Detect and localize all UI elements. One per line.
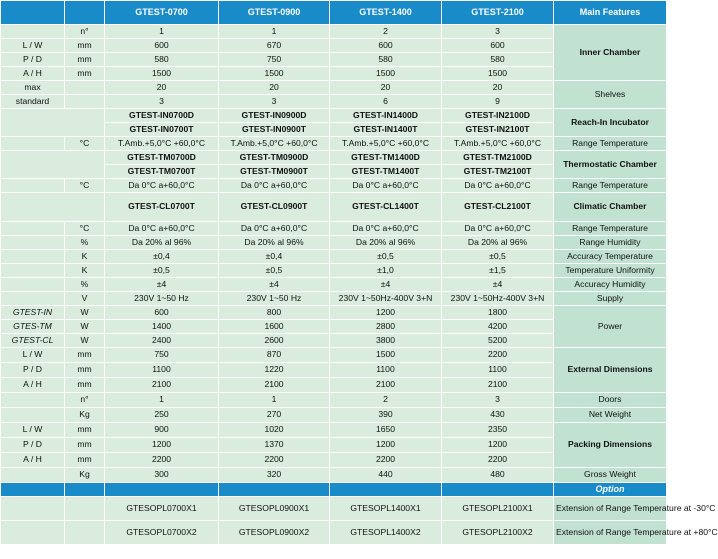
value-cell: Da 0°C a+60,0°C — [219, 222, 330, 236]
value-cell: 2200 — [105, 453, 219, 468]
row-label: max — [1, 81, 65, 95]
value-cell: 6 — [330, 95, 442, 109]
table-row — [1, 222, 667, 236]
value-cell: 430 — [442, 408, 554, 423]
option-code: GTESOPL1400X1 — [330, 497, 442, 521]
value-cell: 1200 — [330, 306, 442, 320]
feature-external-dimensions: External Dimensions — [554, 348, 667, 393]
value-cell: 1500 — [219, 67, 330, 81]
value-cell: 1 — [219, 393, 330, 408]
unit-cell: n° — [65, 25, 105, 39]
table-row — [1, 497, 667, 521]
value-cell: 1100 — [330, 363, 442, 378]
feature-reach-in: Reach-In Incubator — [554, 109, 667, 137]
unit-cell: W — [65, 306, 105, 320]
value-cell: 2200 — [442, 453, 554, 468]
model-code: GTEST-IN0900D — [219, 109, 330, 123]
value-cell: Da 0°C a+60,0°C — [105, 222, 219, 236]
value-cell: T.Amb.+5,0°C +60,0°C — [442, 137, 554, 151]
value-cell: 1200 — [330, 438, 442, 453]
row-label — [1, 278, 65, 292]
model-header: GTEST-0700 — [105, 1, 219, 25]
row-label — [1, 497, 65, 521]
value-cell: 580 — [442, 53, 554, 67]
header-blank — [65, 1, 105, 25]
feature-shelves: Shelves — [554, 81, 667, 109]
row-label: P / D — [1, 438, 65, 453]
value-cell: ±0,5 — [442, 250, 554, 264]
unit-cell: mm — [65, 39, 105, 53]
unit-cell — [65, 81, 105, 95]
option-blank — [219, 483, 330, 497]
value-cell: 300 — [105, 468, 219, 483]
value-cell: 1600 — [219, 320, 330, 334]
unit-cell — [65, 95, 105, 109]
value-cell: 670 — [219, 39, 330, 53]
value-cell: 3800 — [330, 334, 442, 348]
value-cell: 9 — [442, 95, 554, 109]
value-cell: 2350 — [442, 423, 554, 438]
value-cell: 580 — [105, 53, 219, 67]
value-cell: Da 20% al 96% — [219, 236, 330, 250]
model-header: GTEST-1400 — [330, 1, 442, 25]
row-label: L / W — [1, 348, 65, 363]
unit-cell: Kg — [65, 408, 105, 423]
unit-cell: n° — [65, 393, 105, 408]
value-cell: ±0,4 — [219, 250, 330, 264]
value-cell: Da 20% al 96% — [105, 236, 219, 250]
unit-cell: mm — [65, 423, 105, 438]
feature-range-temperature: Range Temperature — [554, 179, 667, 193]
value-cell: 1200 — [442, 438, 554, 453]
value-cell: 230V 1~50 Hz — [219, 292, 330, 306]
option-code: GTESOPL2100X1 — [442, 497, 554, 521]
value-cell: 580 — [330, 53, 442, 67]
model-code: GTEST-CL0900T — [219, 193, 330, 222]
value-cell: ±1,0 — [330, 264, 442, 278]
value-cell: 1 — [219, 25, 330, 39]
feature-gross-weight: Gross Weight — [554, 468, 667, 483]
value-cell: 1200 — [105, 438, 219, 453]
value-cell: 20 — [330, 81, 442, 95]
unit-cell: mm — [65, 453, 105, 468]
value-cell: 390 — [330, 408, 442, 423]
value-cell: 20 — [442, 81, 554, 95]
value-cell: 2200 — [442, 348, 554, 363]
value-cell: ±4 — [219, 278, 330, 292]
value-cell: Da 0°C a+60,0°C — [105, 179, 219, 193]
value-cell: 750 — [219, 53, 330, 67]
feature-range-humidity: Range Humidity — [554, 236, 667, 250]
model-code: GTEST-IN0700T — [105, 123, 219, 137]
table-row — [1, 408, 667, 423]
value-cell: Da 0°C a+60,0°C — [330, 222, 442, 236]
table-row — [1, 393, 667, 408]
table-row — [1, 236, 667, 250]
value-cell: 1650 — [330, 423, 442, 438]
value-cell: 600 — [330, 39, 442, 53]
header-row — [1, 1, 667, 25]
row-label: A / H — [1, 67, 65, 81]
unit-cell — [65, 521, 105, 545]
unit-cell: mm — [65, 67, 105, 81]
model-header: GTEST-2100 — [442, 1, 554, 25]
feature-power: Power — [554, 306, 667, 348]
row-label — [1, 408, 65, 423]
row-label: A / H — [1, 378, 65, 393]
value-cell: Da 0°C a+60,0°C — [442, 179, 554, 193]
value-cell: 600 — [442, 39, 554, 53]
option-label: Option — [554, 483, 667, 497]
model-code: GTEST-IN2100D — [442, 109, 554, 123]
model-code: GTEST-IN1400T — [330, 123, 442, 137]
feature-temperature-uniformity: Temperature Uniformity — [554, 264, 667, 278]
value-cell: 230V 1~50 Hz — [105, 292, 219, 306]
value-cell: 2100 — [219, 378, 330, 393]
value-cell: 2200 — [330, 453, 442, 468]
value-cell: 2100 — [330, 378, 442, 393]
model-code: GTEST-IN1400D — [330, 109, 442, 123]
row-label — [1, 236, 65, 250]
row-label: L / W — [1, 423, 65, 438]
value-cell: 2400 — [105, 334, 219, 348]
value-cell: ±0,5 — [330, 250, 442, 264]
value-cell: 1220 — [219, 363, 330, 378]
value-cell: 230V 1~50Hz-400V 3+N — [330, 292, 442, 306]
unit-cell: W — [65, 320, 105, 334]
model-code: GTEST-TM2100D — [442, 151, 554, 165]
value-cell: 2 — [330, 393, 442, 408]
value-cell: 1500 — [442, 67, 554, 81]
unit-cell: mm — [65, 438, 105, 453]
value-cell: 750 — [105, 348, 219, 363]
feature-supply: Supply — [554, 292, 667, 306]
unit-cell: mm — [65, 53, 105, 67]
unit-cell: % — [65, 236, 105, 250]
value-cell: 800 — [219, 306, 330, 320]
value-cell: 1800 — [442, 306, 554, 320]
value-cell: ±4 — [442, 278, 554, 292]
table-row — [1, 521, 667, 545]
row-label — [1, 25, 65, 39]
feature-extension-minus30: Extension of Range Temperature at -30°C — [554, 497, 667, 521]
value-cell: 440 — [330, 468, 442, 483]
value-cell: 230V 1~50Hz-400V 3+N — [442, 292, 554, 306]
value-cell: T.Amb.+5,0°C +60,0°C — [330, 137, 442, 151]
row-label: GTEST-IN — [1, 306, 65, 320]
feature-doors: Doors — [554, 393, 667, 408]
unit-cell: K — [65, 264, 105, 278]
table-row — [1, 179, 667, 193]
unit-cell: K — [65, 250, 105, 264]
row-label: P / D — [1, 363, 65, 378]
model-code: GTEST-TM2100T — [442, 165, 554, 179]
table-row — [1, 151, 667, 165]
row-label — [1, 292, 65, 306]
feature-range-temperature: Range Temperature — [554, 137, 667, 151]
model-code: GTEST-IN0900T — [219, 123, 330, 137]
model-code: GTEST-CL0700T — [105, 193, 219, 222]
row-label: A / H — [1, 453, 65, 468]
feature-inner-chamber: Inner Chamber — [554, 25, 667, 81]
value-cell: 3 — [442, 25, 554, 39]
value-cell: 2 — [330, 25, 442, 39]
value-cell: Da 0°C a+60,0°C — [442, 222, 554, 236]
row-label — [1, 137, 65, 151]
table-row — [1, 109, 667, 123]
row-label: standard — [1, 95, 65, 109]
model-code: GTEST-IN0700D — [105, 109, 219, 123]
feature-packing-dimensions: Packing Dimensions — [554, 423, 667, 468]
value-cell: 2800 — [330, 320, 442, 334]
row-label: GTES-TM — [1, 320, 65, 334]
model-code: GTEST-TM0900D — [219, 151, 330, 165]
value-cell: 2100 — [105, 378, 219, 393]
unit-cell: Kg — [65, 468, 105, 483]
row-label — [1, 521, 65, 545]
table-row — [1, 348, 667, 363]
row-label — [1, 250, 65, 264]
unit-cell: °C — [65, 179, 105, 193]
value-cell: 1500 — [105, 67, 219, 81]
option-code: GTESOPL2100X2 — [442, 521, 554, 545]
value-cell: 1 — [105, 25, 219, 39]
value-cell: 4200 — [442, 320, 554, 334]
model-code: GTEST-CL1400T — [330, 193, 442, 222]
row-label — [1, 393, 65, 408]
option-row — [1, 483, 667, 497]
value-cell: 480 — [442, 468, 554, 483]
unit-cell: V — [65, 292, 105, 306]
value-cell: 250 — [105, 408, 219, 423]
value-cell: 2200 — [219, 453, 330, 468]
option-blank — [1, 483, 65, 497]
value-cell: 5200 — [442, 334, 554, 348]
option-code: GTESOPL0700X2 — [105, 521, 219, 545]
table-row — [1, 25, 667, 39]
value-cell: 900 — [105, 423, 219, 438]
row-label — [1, 264, 65, 278]
table-row — [1, 278, 667, 292]
feature-climatic: Climatic Chamber — [554, 193, 667, 222]
value-cell: 1020 — [219, 423, 330, 438]
row-label — [1, 468, 65, 483]
unit-cell: mm — [65, 363, 105, 378]
value-cell: 600 — [105, 306, 219, 320]
value-cell: ±4 — [105, 278, 219, 292]
table-row — [1, 193, 667, 222]
unit-cell: mm — [65, 378, 105, 393]
value-cell: 870 — [219, 348, 330, 363]
feature-accuracy-humidity: Accuracy Humidity — [554, 278, 667, 292]
unit-cell: % — [65, 278, 105, 292]
value-cell: 270 — [219, 408, 330, 423]
value-cell: 3 — [105, 95, 219, 109]
model-code: GTEST-TM0900T — [219, 165, 330, 179]
value-cell: ±0,4 — [105, 250, 219, 264]
value-cell: 3 — [219, 95, 330, 109]
value-cell: 1500 — [330, 348, 442, 363]
value-cell: 1100 — [442, 363, 554, 378]
value-cell: 20 — [105, 81, 219, 95]
value-cell: T.Amb.+5,0°C +60,0°C — [219, 137, 330, 151]
model-code: GTEST-CL2100T — [442, 193, 554, 222]
table-row — [1, 292, 667, 306]
option-code: GTESOPL0900X2 — [219, 521, 330, 545]
unit-cell — [65, 497, 105, 521]
value-cell: Da 20% al 96% — [330, 236, 442, 250]
option-blank — [442, 483, 554, 497]
model-code: GTEST-TM1400D — [330, 151, 442, 165]
feature-net-weight: Net Weight — [554, 408, 667, 423]
table-row — [1, 306, 667, 320]
unit-cell: °C — [65, 222, 105, 236]
value-cell: 1100 — [105, 363, 219, 378]
row-label: L / W — [1, 39, 65, 53]
unit-cell: W — [65, 334, 105, 348]
blank-cell — [1, 109, 105, 137]
option-code: GTESOPL0900X1 — [219, 497, 330, 521]
row-label — [1, 222, 65, 236]
value-cell: 2600 — [219, 334, 330, 348]
feature-range-temperature: Range Temperature — [554, 222, 667, 236]
row-label: P / D — [1, 53, 65, 67]
option-code: GTESOPL1400X2 — [330, 521, 442, 545]
row-label: GTEST-CL — [1, 334, 65, 348]
row-label — [1, 179, 65, 193]
option-code: GTESOPL0700X1 — [105, 497, 219, 521]
value-cell: ±1,5 — [442, 264, 554, 278]
value-cell: T.Amb.+5,0°C +60,0°C — [105, 137, 219, 151]
model-code: GTEST-TM1400T — [330, 165, 442, 179]
option-blank — [105, 483, 219, 497]
blank-cell — [1, 193, 105, 222]
features-header: Main Features — [554, 1, 667, 25]
option-blank — [330, 483, 442, 497]
unit-cell: °C — [65, 137, 105, 151]
header-blank — [1, 1, 65, 25]
unit-cell: mm — [65, 348, 105, 363]
model-code: GTEST-IN2100T — [442, 123, 554, 137]
feature-thermostatic: Thermostatic Chamber — [554, 151, 667, 179]
option-blank — [65, 483, 105, 497]
model-code: GTEST-TM0700T — [105, 165, 219, 179]
table-row — [1, 423, 667, 438]
feature-accuracy-temperature: Accuracy Temperature — [554, 250, 667, 264]
value-cell: 1 — [105, 393, 219, 408]
value-cell: 20 — [219, 81, 330, 95]
value-cell: 3 — [442, 393, 554, 408]
value-cell: Da 0°C a+60,0°C — [330, 179, 442, 193]
value-cell: 2100 — [442, 378, 554, 393]
value-cell: Da 0°C a+60,0°C — [219, 179, 330, 193]
value-cell: ±0,5 — [105, 264, 219, 278]
value-cell: 1370 — [219, 438, 330, 453]
value-cell: ±0,5 — [219, 264, 330, 278]
model-header: GTEST-0900 — [219, 1, 330, 25]
value-cell: 1400 — [105, 320, 219, 334]
table-row — [1, 264, 667, 278]
value-cell: ±4 — [330, 278, 442, 292]
blank-cell — [1, 151, 105, 179]
table-row — [1, 250, 667, 264]
value-cell: 600 — [105, 39, 219, 53]
value-cell: 1500 — [330, 67, 442, 81]
model-code: GTEST-TM0700D — [105, 151, 219, 165]
value-cell: Da 20% al 96% — [442, 236, 554, 250]
feature-extension-plus80: Extension of Range Temperature at +80°C — [554, 521, 667, 545]
value-cell: 320 — [219, 468, 330, 483]
table-row — [1, 137, 667, 151]
table-row — [1, 81, 667, 95]
table-row — [1, 468, 667, 483]
